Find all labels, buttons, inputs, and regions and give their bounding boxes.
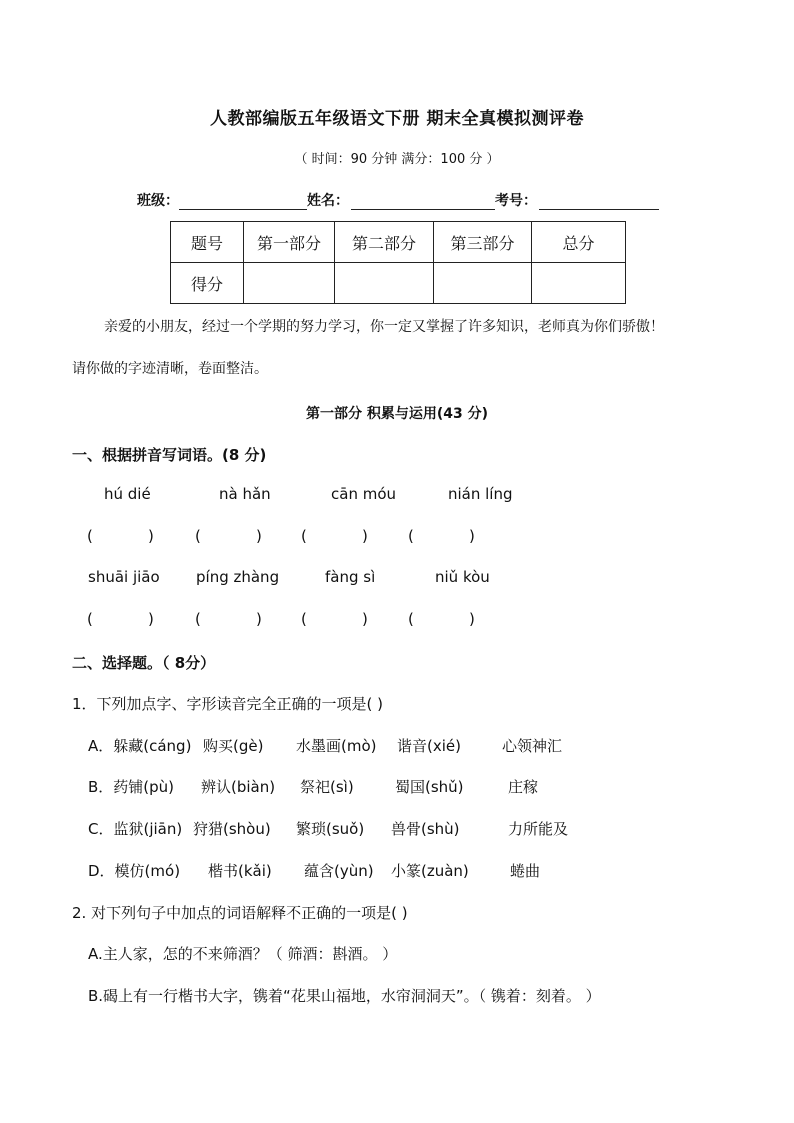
q2-option-b: B.碣上有一行楷书大字，镌着“花果山福地，水帘洞洞天”。（ 镌着：刻着。 ） xyxy=(88,987,601,1005)
pinyin-item: fàng sì xyxy=(325,568,376,586)
exam-time-info: （ 时间：90 分钟 满分：100 分 ） xyxy=(294,152,500,167)
section1-title: 一、根据拼音写词语。(8 分) xyxy=(72,446,267,464)
answer-bracket-open: ( xyxy=(195,527,201,545)
q1-option-d-item: D．模仿(mó) xyxy=(88,862,181,880)
q1-option-d-item: 蕴含(yùn) xyxy=(304,862,374,880)
q1-option-c-item: 狩猎(shòu) xyxy=(193,820,271,838)
q1-option-c-item: 兽骨(shù) xyxy=(391,820,460,838)
q1-option-b-item: 辨认(biàn) xyxy=(201,778,276,796)
pinyin-item: hú dié xyxy=(104,485,151,503)
answer-bracket-close: ) xyxy=(148,610,154,628)
name-field[interactable] xyxy=(351,195,495,210)
q1-option-a-item: 心领神汇 xyxy=(502,737,563,755)
section2-title: 二、选择题。（ 8分） xyxy=(72,654,216,672)
pinyin-item: nián líng xyxy=(448,485,513,503)
score-table-header: 总分 xyxy=(532,222,626,263)
part1-title: 第一部分 积累与运用(43 分) xyxy=(305,406,489,422)
q1-option-c-item: 力所能及 xyxy=(508,820,569,838)
score-table-header: 第一部分 xyxy=(244,222,335,263)
answer-bracket-close: ) xyxy=(469,610,475,628)
answer-bracket-open: ( xyxy=(195,610,201,628)
answer-bracket-close: ) xyxy=(256,527,262,545)
score-table-header: 题号 xyxy=(171,222,244,263)
class-field[interactable] xyxy=(179,195,307,210)
q1-option-c-item: C．监狱(jiān) xyxy=(88,820,183,838)
q2-option-a: A.主人家，怎的不来筛酒？（ 筛酒：斟酒。 ） xyxy=(88,945,398,963)
q1-option-b-item: 蜀国(shǔ) xyxy=(395,778,464,796)
answer-bracket-open: ( xyxy=(87,527,93,545)
q1-option-a-item: 谐音(xié) xyxy=(397,737,461,755)
q1-option-d-item: 蜷曲 xyxy=(510,862,541,880)
q1-option-a-item: A．躲藏(cáng) xyxy=(88,737,192,755)
q1-option-d-item: 小篆(zuàn) xyxy=(391,862,469,880)
answer-bracket-open: ( xyxy=(408,527,414,545)
answer-bracket-open: ( xyxy=(301,610,307,628)
score-row-label: 得分 xyxy=(171,263,244,304)
q1-option-b-item: 庄稼 xyxy=(508,778,539,796)
answer-bracket-open: ( xyxy=(408,610,414,628)
pinyin-item: niǔ kòu xyxy=(435,568,490,586)
pinyin-item: píng zhàng xyxy=(196,568,280,586)
q1-option-a-item: 购买(gè) xyxy=(203,737,264,755)
score-table xyxy=(170,221,626,304)
q1-option-a-item: 水墨画(mò) xyxy=(296,737,377,755)
name-label: 姓名： xyxy=(307,193,349,209)
answer-bracket-close: ) xyxy=(148,527,154,545)
q1-option-b-item: B．药铺(pù) xyxy=(88,778,175,796)
score-table-header-row xyxy=(171,222,626,263)
answer-bracket-close: ) xyxy=(256,610,262,628)
answer-bracket-open: ( xyxy=(301,527,307,545)
score-cell[interactable] xyxy=(532,263,626,304)
id-field[interactable] xyxy=(539,195,659,210)
q1-option-b-item: 祭祀(sì) xyxy=(300,778,354,796)
student-info-row xyxy=(137,190,659,210)
intro-line-2: 请你做的字迹清晰，卷面整洁。 xyxy=(72,361,268,377)
pinyin-item: nà hǎn xyxy=(219,485,271,503)
answer-bracket-close: ) xyxy=(469,527,475,545)
question-2-stem: 2. 对下列句子中加点的词语解释不正确的一项是( ) xyxy=(72,904,408,922)
answer-bracket-close: ) xyxy=(362,527,368,545)
q1-option-c-item: 繁琐(suǒ) xyxy=(296,820,365,838)
score-cell[interactable] xyxy=(335,263,434,304)
score-cell[interactable] xyxy=(244,263,335,304)
question-1-stem: 1．下列加点字、字形读音完全正确的一项是( ) xyxy=(72,695,384,713)
answer-bracket-close: ) xyxy=(362,610,368,628)
id-label: 考号： xyxy=(495,193,537,209)
score-table-row xyxy=(171,263,626,304)
pinyin-item: cān móu xyxy=(331,485,397,503)
pinyin-item: shuāi jiāo xyxy=(88,568,160,586)
q1-option-d-item: 楷书(kǎi) xyxy=(208,862,272,880)
score-table-header: 第二部分 xyxy=(335,222,434,263)
score-table-header: 第三部分 xyxy=(434,222,532,263)
class-label: 班级： xyxy=(137,193,179,209)
answer-bracket-open: ( xyxy=(87,610,93,628)
intro-line-1: 亲爱的小朋友，经过一个学期的努力学习，你一定又掌握了许多知识，老师真为你们骄傲！ xyxy=(104,319,664,335)
page-title: 人教部编版五年级语文下册 期末全真模拟测评卷 xyxy=(210,109,584,129)
score-cell[interactable] xyxy=(434,263,532,304)
